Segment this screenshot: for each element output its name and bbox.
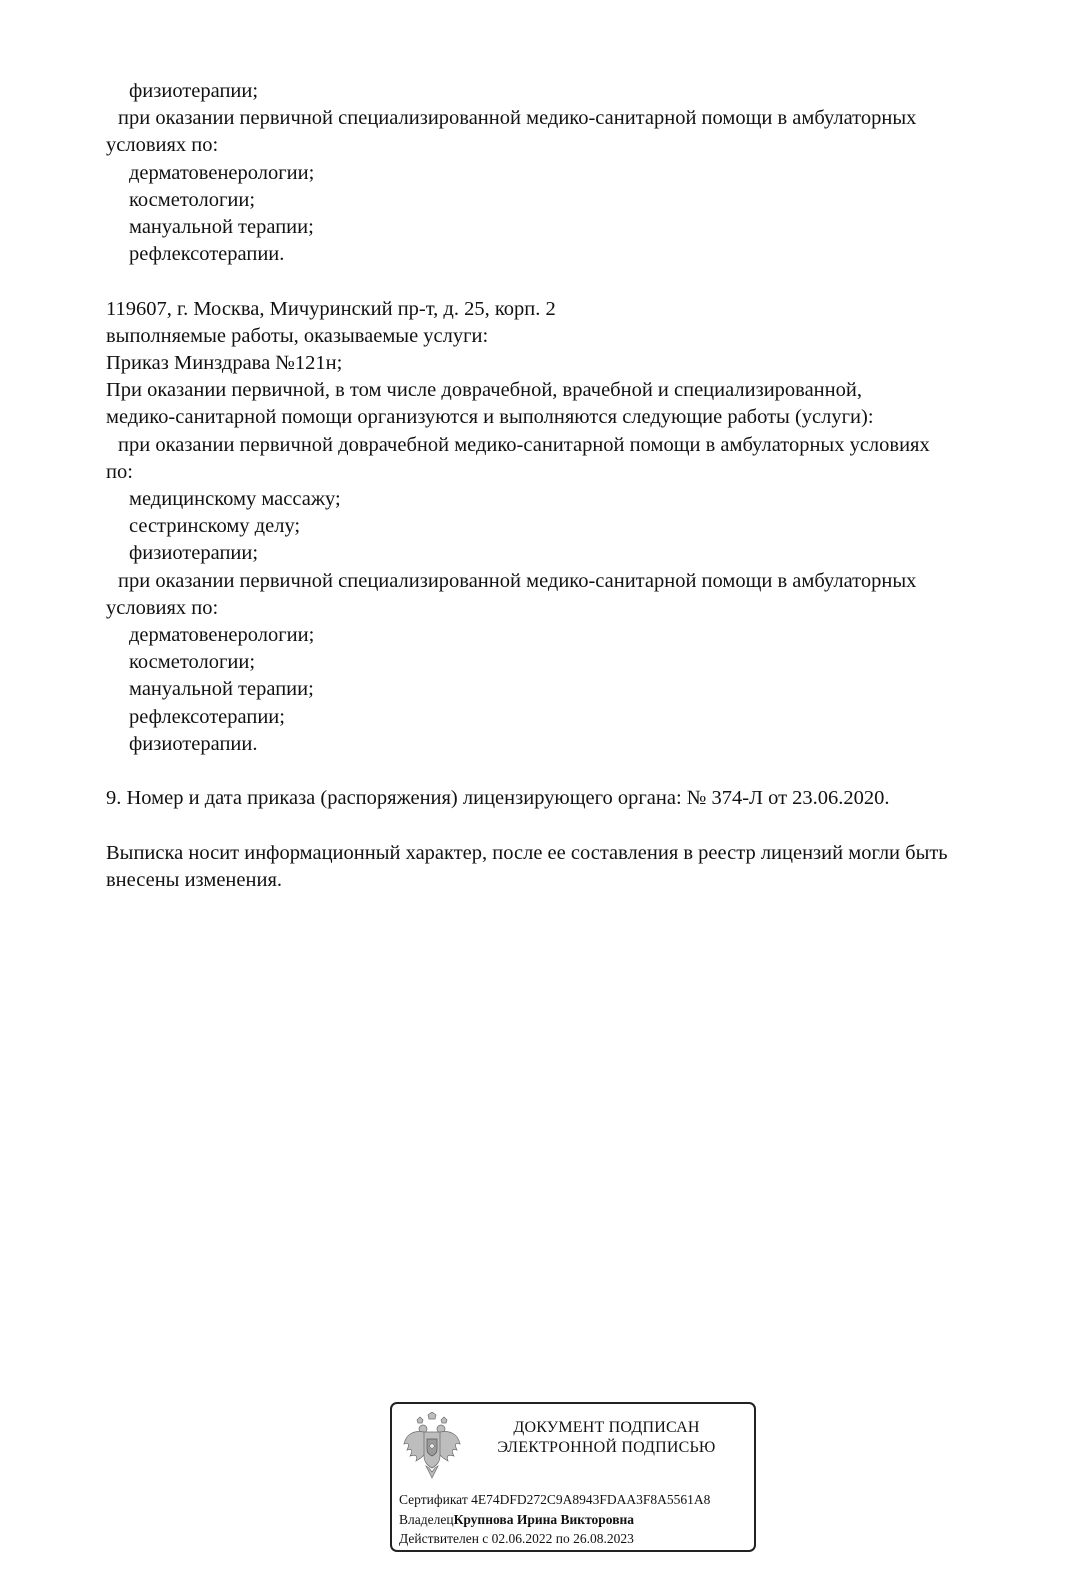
stamp-title-line: ДОКУМЕНТ ПОДПИСАН bbox=[513, 1419, 700, 1436]
paragraph-line: при оказании первичной доврачебной медико-санитарной помощи в амбулаторных условиях bbox=[118, 433, 930, 456]
list-item: рефлексотерапии. bbox=[129, 243, 285, 266]
list-item: косметологии; bbox=[129, 651, 256, 674]
paragraph-line: медико-санитарной помощи организуются и выполняются следующие работы (услуги): bbox=[106, 406, 874, 429]
list-item: косметологии; bbox=[129, 188, 256, 211]
owner-name: Крупнова Ирина Викторовна bbox=[453, 1511, 635, 1527]
order-reference: Приказ Минздрава №121н; bbox=[106, 352, 343, 375]
list-item: рефлексотерапии; bbox=[129, 705, 285, 728]
document-body bbox=[106, 78, 1046, 894]
certificate-line bbox=[399, 1490, 710, 1510]
address-line: 119607, г. Москва, Мичуринский пр-т, д. 25, корп. 2 bbox=[106, 297, 556, 320]
stamp-details bbox=[399, 1490, 710, 1549]
paragraph-line: При оказании первичной, в том числе доврачебной, врачебной и специализированной, bbox=[106, 379, 862, 402]
owner-line bbox=[399, 1510, 710, 1530]
list-item: физиотерапии; bbox=[129, 80, 259, 102]
certificate-value: 4E74DFD272C9A8943FDAA3F8A5561A8 bbox=[471, 1492, 711, 1507]
spacer bbox=[106, 268, 1046, 295]
stamp-title-line: ЭЛЕКТРОННОЙ ПОДПИСЬЮ bbox=[497, 1439, 716, 1456]
list-item: сестринскому делу; bbox=[129, 515, 301, 538]
paragraph-line: при оказании первичной специализированной медико-санитарной помощи в амбулаторных bbox=[118, 107, 917, 130]
certificate-label: Сертификат bbox=[399, 1492, 468, 1507]
electronic-signature-stamp bbox=[390, 1402, 756, 1552]
stamp-title bbox=[484, 1418, 729, 1458]
paragraph-line: по: bbox=[106, 460, 133, 483]
section-9-order: 9. Номер и дата приказа (распоряжения) лицензирующего органа: № 374-Л от 23.06.2020. bbox=[106, 787, 890, 810]
disclaimer-line: Выписка носит информационный характер, после ее составления в реестр лицензий могли быть bbox=[106, 841, 948, 864]
list-item: физиотерапии; bbox=[129, 542, 259, 565]
disclaimer-line: внесены изменения. bbox=[106, 868, 282, 891]
validity-line: Действителен с 02.06.2022 по 26.08.2023 bbox=[399, 1531, 634, 1546]
list-item: медицинскому массажу; bbox=[129, 488, 341, 511]
list-item: дерматовенерологии; bbox=[129, 624, 315, 647]
spacer bbox=[106, 812, 1046, 839]
spacer bbox=[106, 758, 1046, 785]
owner-label: Владелец bbox=[399, 1511, 454, 1527]
list-item: физиотерапии. bbox=[129, 732, 258, 755]
list-item: мануальной терапии; bbox=[129, 216, 314, 239]
paragraph-line: условиях по: bbox=[106, 134, 219, 157]
list-item: дерматовенерологии; bbox=[129, 161, 315, 184]
works-label: выполняемые работы, оказываемые услуги: bbox=[106, 324, 489, 347]
list-item: мануальной терапии; bbox=[129, 678, 314, 701]
paragraph-line: условиях по: bbox=[106, 596, 219, 619]
paragraph-line: при оказании первичной специализированной медико-санитарной помощи в амбулаторных bbox=[118, 569, 917, 592]
coat-of-arms-icon bbox=[402, 1412, 462, 1480]
